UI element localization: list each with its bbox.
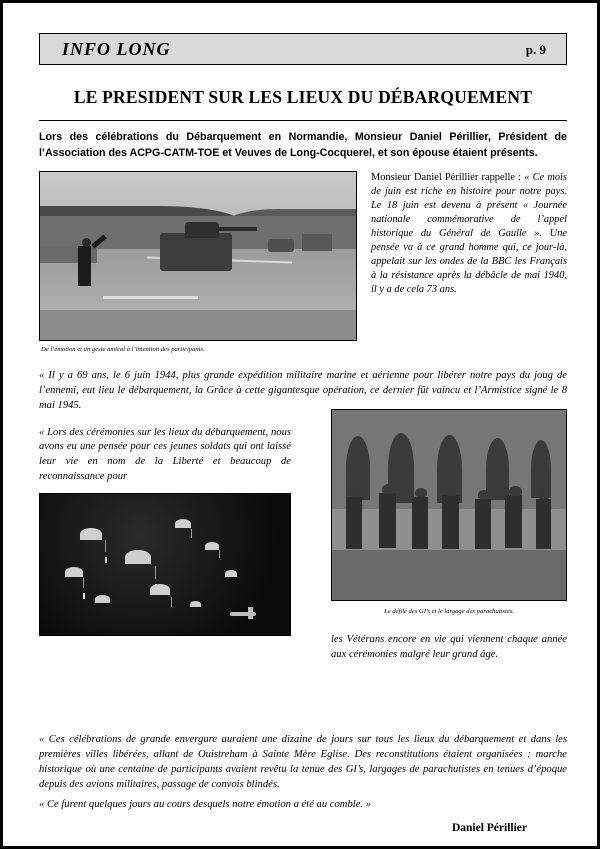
right-column-text xyxy=(371,171,567,297)
photo-helmet xyxy=(445,486,458,496)
publication-title: INFO LONG xyxy=(62,39,171,59)
photo-arch xyxy=(486,438,509,500)
photo-helmet xyxy=(415,488,427,497)
parachute xyxy=(205,542,219,550)
airplane-wing xyxy=(248,607,253,619)
photo-person-head xyxy=(82,238,91,247)
photo-soldier xyxy=(412,497,428,549)
photo-street xyxy=(332,550,566,599)
photo-gi-parade xyxy=(331,409,567,601)
photo-person-body xyxy=(78,246,91,286)
photo-text-block xyxy=(39,171,567,367)
mid-photo-block xyxy=(39,493,567,728)
parachute xyxy=(175,519,191,528)
photo-road-marking-2 xyxy=(103,296,198,299)
parachute-line xyxy=(155,566,156,579)
parachute xyxy=(125,550,151,564)
photo-roadside xyxy=(40,310,356,340)
parachute xyxy=(65,567,83,577)
page-number: p. 9 xyxy=(525,42,546,57)
right-column-intro: Monsieur Daniel Périllier rappelle : xyxy=(371,172,522,184)
photo-helmet xyxy=(382,484,395,494)
parachutist xyxy=(83,593,85,599)
photo-soldier xyxy=(536,499,551,549)
paragraph-ceremonies: « Lors des cérémonies sur les lieux du débarquement, nous avons eu une pensée pour ces jeunes soldats qui ont laissé leur vie en nom de la Liberté et beaucoup de reconnaissance pour xyxy=(39,426,291,482)
photo-soldier xyxy=(475,499,491,549)
caption-photo-gi: Le défilé des GI’s et le largage des parachutistes. xyxy=(384,607,514,615)
paragraph-celebrations: « Ces célébrations de grande envergure auraient une dizaine de jours sur tous les lieux du débarquement et dans les premières villes libérées, allant de Ouistreham à Sainte Mère Eglise. Des reconstitutions étaient organisées : marche historique où une centaine de participants avaient revêtu la tenue des GI’s, largages de parachutistes en tenues d’époque depuis des avions militaires, passage de convois blindés. xyxy=(39,733,567,790)
right-column-quote: « Ce mois de juin est riche en histoire pour notre pays. Le 18 juin est devenu à présent « Journée nationale commémorative de l’appel historique du Général de Gaulle ». Une pensée va à ce grand homme qui, ce jour-là, appelait sur les ondes de la BBC les Français à la résistance après la débâcle de mai 1940, il y a de cela 73 ans. xyxy=(371,172,567,296)
photo-helmet xyxy=(350,488,362,497)
photo-tank-turret xyxy=(185,222,219,238)
parachute xyxy=(150,584,170,595)
photo-vehicle-truck xyxy=(302,234,332,251)
photo-soldier xyxy=(379,493,396,548)
title-divider xyxy=(39,120,567,121)
article-title: LE PRESIDENT SUR LES LIEUX DU DÉBARQUEMENT xyxy=(73,87,533,107)
lead-paragraph: Lors des célébrations du Débarquement en Normandie, Monsieur Daniel Périllier, Président de l’Association des ACPG-CATM-TOE et Veuves de Long-Cocquerel, et son épouse étaient présents. xyxy=(39,131,567,159)
parachute xyxy=(225,570,237,577)
photo-soldier xyxy=(346,497,362,549)
photo-president-waving xyxy=(39,171,357,341)
paragraph-veterans: les Vétérans encore en vie qui viennent chaque année aux cérémonies malgré leur grand âge. xyxy=(331,633,567,660)
page-content xyxy=(39,33,567,834)
paragraph-closing: « Ce furent quelques jours au cours desquels notre émotion a été au comble. » xyxy=(39,798,371,810)
author-signature: Daniel Périllier xyxy=(451,821,527,834)
photo-parachute-drop xyxy=(39,493,291,636)
final-paragraphs xyxy=(39,732,567,812)
caption-photo-main: De l’émotion et un geste amical à l’intention des participants. xyxy=(41,346,205,354)
photo-soldier xyxy=(505,495,522,548)
photo-vehicle-car xyxy=(268,239,294,252)
paragraph-69-ans: « Il y a 69 ans, le 6 juin 1944, plus grande expédition militaire marine et aérienne pour libérer notre pays du joug de l’ennemi, eut lieu le débarquement, la Grâce à cette gigantesque opération, ce dernier fût vaincu et l’Armistice signé le 8 mai 1945. xyxy=(39,370,567,411)
parachute-line xyxy=(83,578,84,588)
photo-helmet xyxy=(538,490,550,499)
parachute xyxy=(95,595,110,603)
parachute-line xyxy=(191,529,192,538)
parachute-line xyxy=(219,550,220,558)
photo-soldier xyxy=(442,495,459,549)
parachutist xyxy=(105,557,107,563)
photo-helmet xyxy=(478,490,490,499)
parachute xyxy=(80,528,102,540)
photo-tank-gun xyxy=(217,227,257,231)
parachute-line xyxy=(171,597,172,607)
photo-tank-hull xyxy=(160,233,232,271)
photo-helmet xyxy=(509,486,522,496)
parachute-line xyxy=(105,540,106,552)
parachute xyxy=(190,601,201,607)
header-bar xyxy=(39,33,567,65)
